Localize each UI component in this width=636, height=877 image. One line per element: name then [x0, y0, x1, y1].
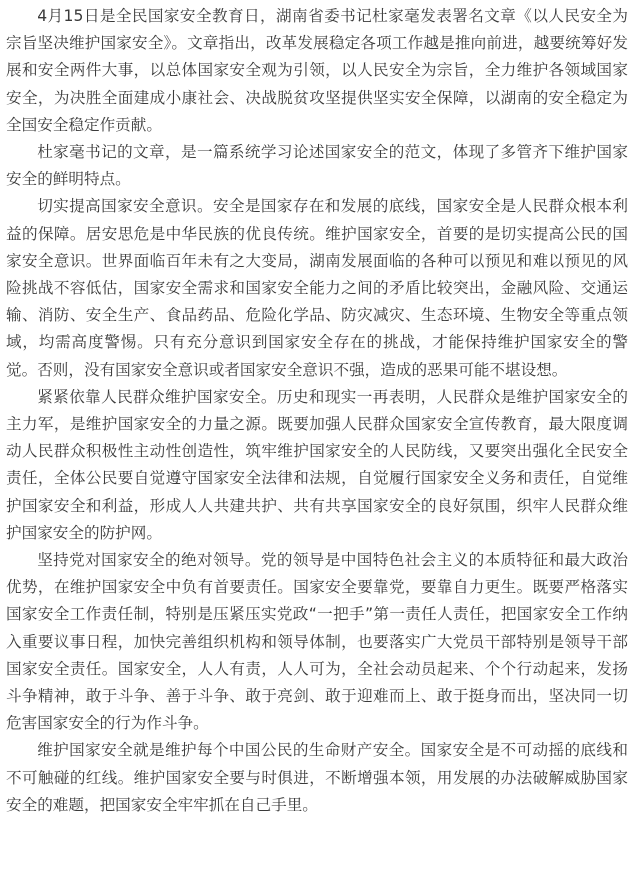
paragraph-summary: 杜家毫书记的文章，是一篇系统学习论述国家安全的范文，体现了多管齐下维护国家安全的鲜明特点。	[6, 143, 628, 189]
paragraph-rely-on-people: 紧紧依靠人民群众维护国家安全。历史和现实一再表明，人民群众是维护国家安全的主力军，是维护国家安全的力量之源。既要加强人民群众国家安全宣传教育，最大限度调动人民群众积极性主动性创造性，筑牢维护国家安全的人民防线，又要突出强化全民安全责任，全体公民要自觉遵守国家安全法律和法规，自觉履行国家安全义务和责任，自觉维护国家安全和利益，形成人人共建共护、共有共享国家安全的良好氛围，织牢人民群众维护国家安全的防护网。	[6, 387, 628, 542]
paragraph-conclusion: 维护国家安全就是维护每个中国公民的生命财产安全。国家安全是不可动摇的底线和不可触碰的红线。维护国家安全要与时俱进，不断增强本领，用发展的办法破解威胁国家安全的难题，把国家安全牢牢抓在自己手里。	[6, 741, 628, 814]
paragraph-intro: 4月15日是全民国家安全教育日，湖南省委书记杜家毫发表署名文章《以人民安全为宗旨坚决维护国家安全》。文章指出，改革发展稳定各项工作越是推向前进，越要统筹好发展和安全两件大事，以总体国家安全观为引领，以人民安全为宗旨，全力维护各领域国家安全，为决胜全面建成小康社会、决战脱贫攻坚提供坚实安全保障，以湖南的安全稳定为全国安全稳定作贡献。	[6, 7, 628, 134]
article-body	[6, 3, 628, 819]
paragraph-party-leadership: 坚持党对国家安全的绝对领导。党的领导是中国特色社会主义的本质特征和最大政治优势，在维护国家安全中负有首要责任。国家安全要靠党，要靠自力更生。既要严格落实国家安全工作责任制，特别是压紧压实党政“一把手”第一责任人责任，把国家安全工作纳入重要议事日程，加快完善组织机构和领导体制，也要落实广大党员干部特别是领导干部国家安全责任。国家安全，人人有责，人人可为，全社会动员起来、个个行动起来，发扬斗争精神，敢于斗争、善于斗争、敢于亮剑、敢于迎难而上、敢于挺身而出，坚决同一切危害国家安全的行为作斗争。	[6, 551, 628, 733]
paragraph-security-awareness: 切实提高国家安全意识。安全是国家存在和发展的底线，国家安全是人民群众根本利益的保障。居安思危是中华民族的优良传统。维护国家安全，首要的是切实提高公民的国家安全意识。世界面临百年未有之大变局，湖南发展面临的各种可以预见和难以预见的风险挑战不容低估，国家安全需求和国家安全能力之间的矛盾比较突出，金融风险、交通运输、消防、安全生产、食品药品、危险化学品、防灾减灾、生态环境、生物安全等重点领域，均需高度警惕。只有充分意识到国家安全存在的挑战，才能保持维护国家安全的警觉。否则，没有国家安全意识或者国家安全意识不强，造成的恶果可能不堪设想。	[6, 197, 628, 379]
